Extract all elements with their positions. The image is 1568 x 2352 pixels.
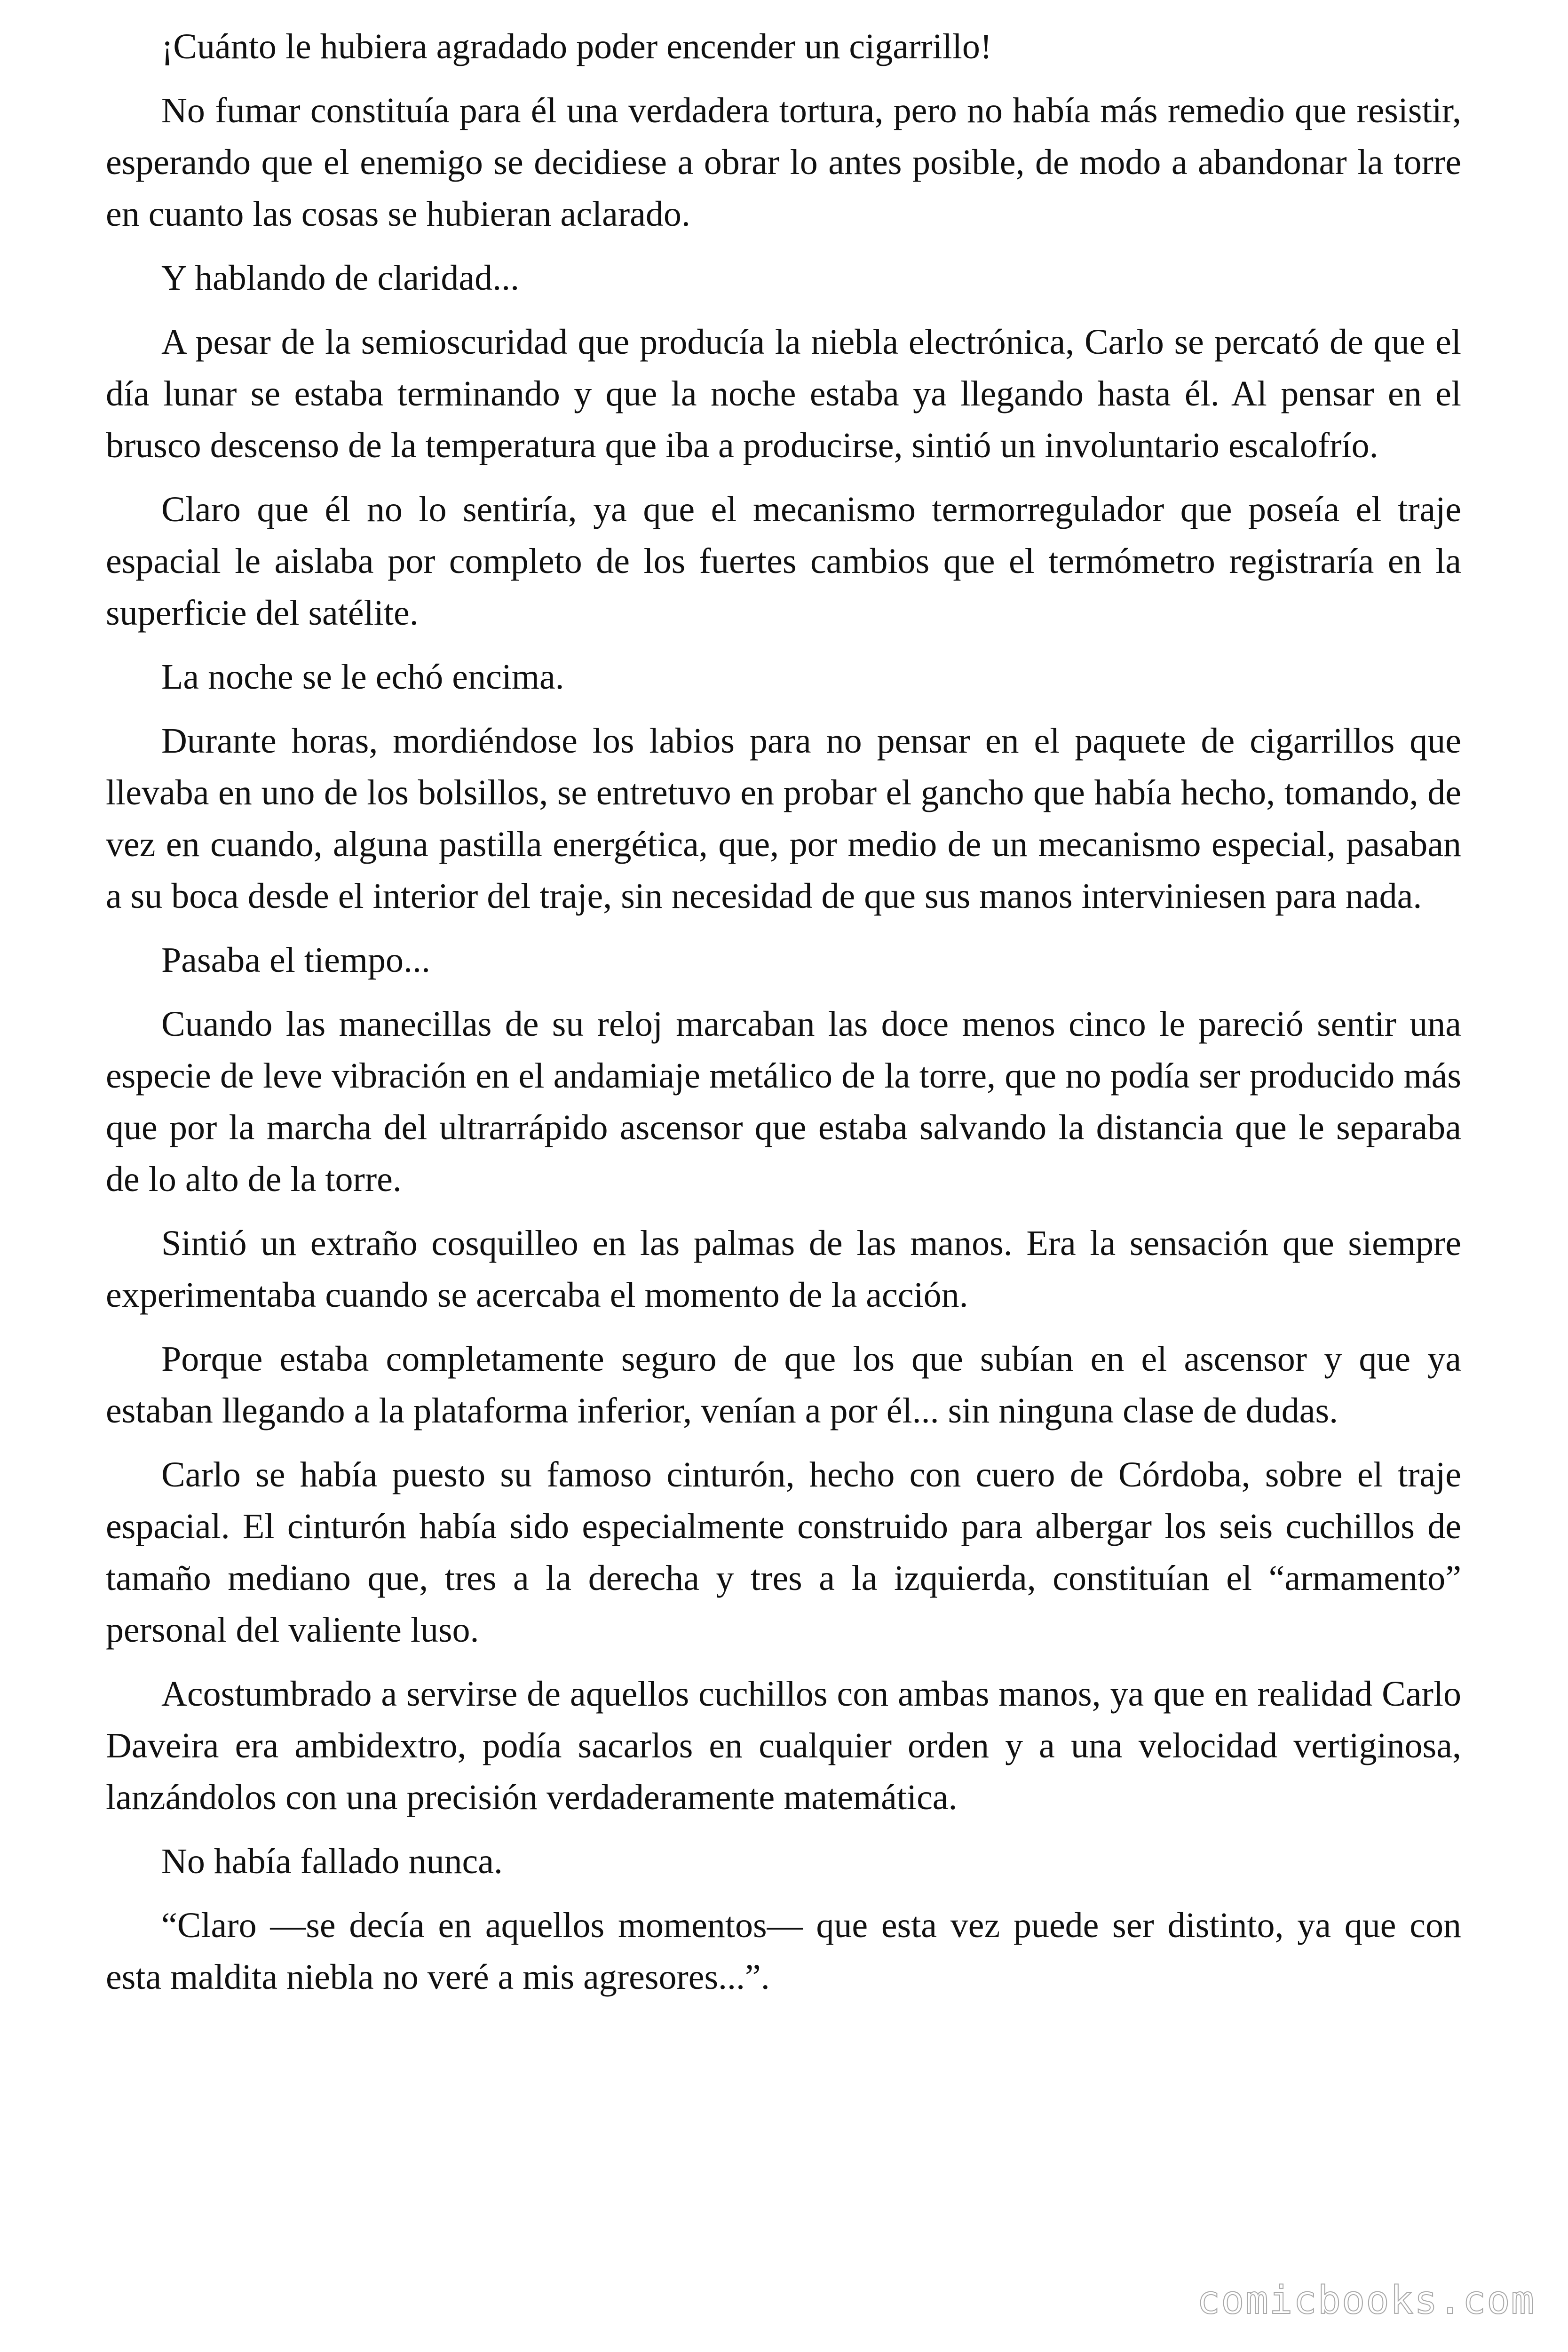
watermark: comicbooks.com — [1196, 2278, 1535, 2323]
paragraph: Y hablando de claridad... — [161, 258, 520, 298]
paragraph: A pesar de la semioscuridad que producía la niebla electrónica, Carlo se percató de que el día lunar se estaba terminando y que la noche estaba ya llegando hasta él. Al pensar en el brusco descenso de la temperatura que iba a producirse, sintió un involuntario escalofrío. — [106, 322, 1461, 465]
paragraph: Claro que él no lo sentiría, ya que el mecanismo termorregulador que poseía el traje espacial le aislaba por completo de los fuertes cambios que el termómetro registraría en la superficie del satélite. — [106, 490, 1461, 633]
paragraph: Sintió un extraño cosquilleo en las palmas de las manos. Era la sensación que siempre experimentaba cuando se acercaba el momento de la acción. — [106, 1224, 1461, 1315]
body-text — [106, 21, 1461, 2003]
paragraph: Carlo se había puesto su famoso cinturón, hecho con cuero de Córdoba, sobre el traje espacial. El cinturón había sido especialmente construido para albergar los seis cuchillos de tamaño mediano que, tres a la derecha y tres a la izquierda, constituían el “armamento” personal del valiente luso. — [106, 1455, 1461, 1650]
paragraph: Pasaba el tiempo... — [161, 940, 430, 980]
paragraph: “Claro —se decía en aquellos momentos— que esta vez puede ser distinto, ya que con esta maldita niebla no veré a mis agresores...”. — [106, 1906, 1461, 1997]
paragraph: Acostumbrado a servirse de aquellos cuchillos con ambas manos, ya que en realidad Carlo Daveira era ambidextro, podía sacarlos en cualquier orden y a una velocidad vertiginosa, lanzándolos con una precisión verdaderamente matemática. — [106, 1674, 1461, 1817]
paragraph: No había fallado nunca. — [161, 1842, 503, 1881]
paragraph: Durante horas, mordiéndose los labios para no pensar en el paquete de cigarrillos que llevaba en uno de los bolsillos, se entretuvo en probar el gancho que había hecho, tomando, de vez en cuando, alguna pastilla energética, que, por medio de un mecanismo especial, pasaban a su boca desde el interior del traje, sin necesidad de que sus manos interviniesen para nada. — [106, 721, 1461, 916]
paragraph: ¡Cuánto le hubiera agradado poder encender un cigarrillo! — [161, 27, 992, 66]
paragraph: No fumar constituía para él una verdadera tortura, pero no había más remedio que resistir, esperando que el enemigo se decidiese a obrar lo antes posible, de modo a abandonar la torre en cuanto las cosas se hubieran aclarado. — [106, 91, 1461, 234]
paragraph: Porque estaba completamente seguro de que los que subían en el ascensor y que ya estaban llegando a la plataforma inferior, venían a por él... sin ninguna clase de dudas. — [106, 1339, 1461, 1430]
paragraph: Cuando las manecillas de su reloj marcaban las doce menos cinco le pareció sentir una especie de leve vibración en el andamiaje metálico de la torre, que no podía ser producido más que por la marcha del ultrarrápido ascensor que estaba salvando la distancia que le separaba de lo alto de la torre. — [106, 1004, 1461, 1199]
paragraph: La noche se le echó encima. — [161, 657, 564, 697]
